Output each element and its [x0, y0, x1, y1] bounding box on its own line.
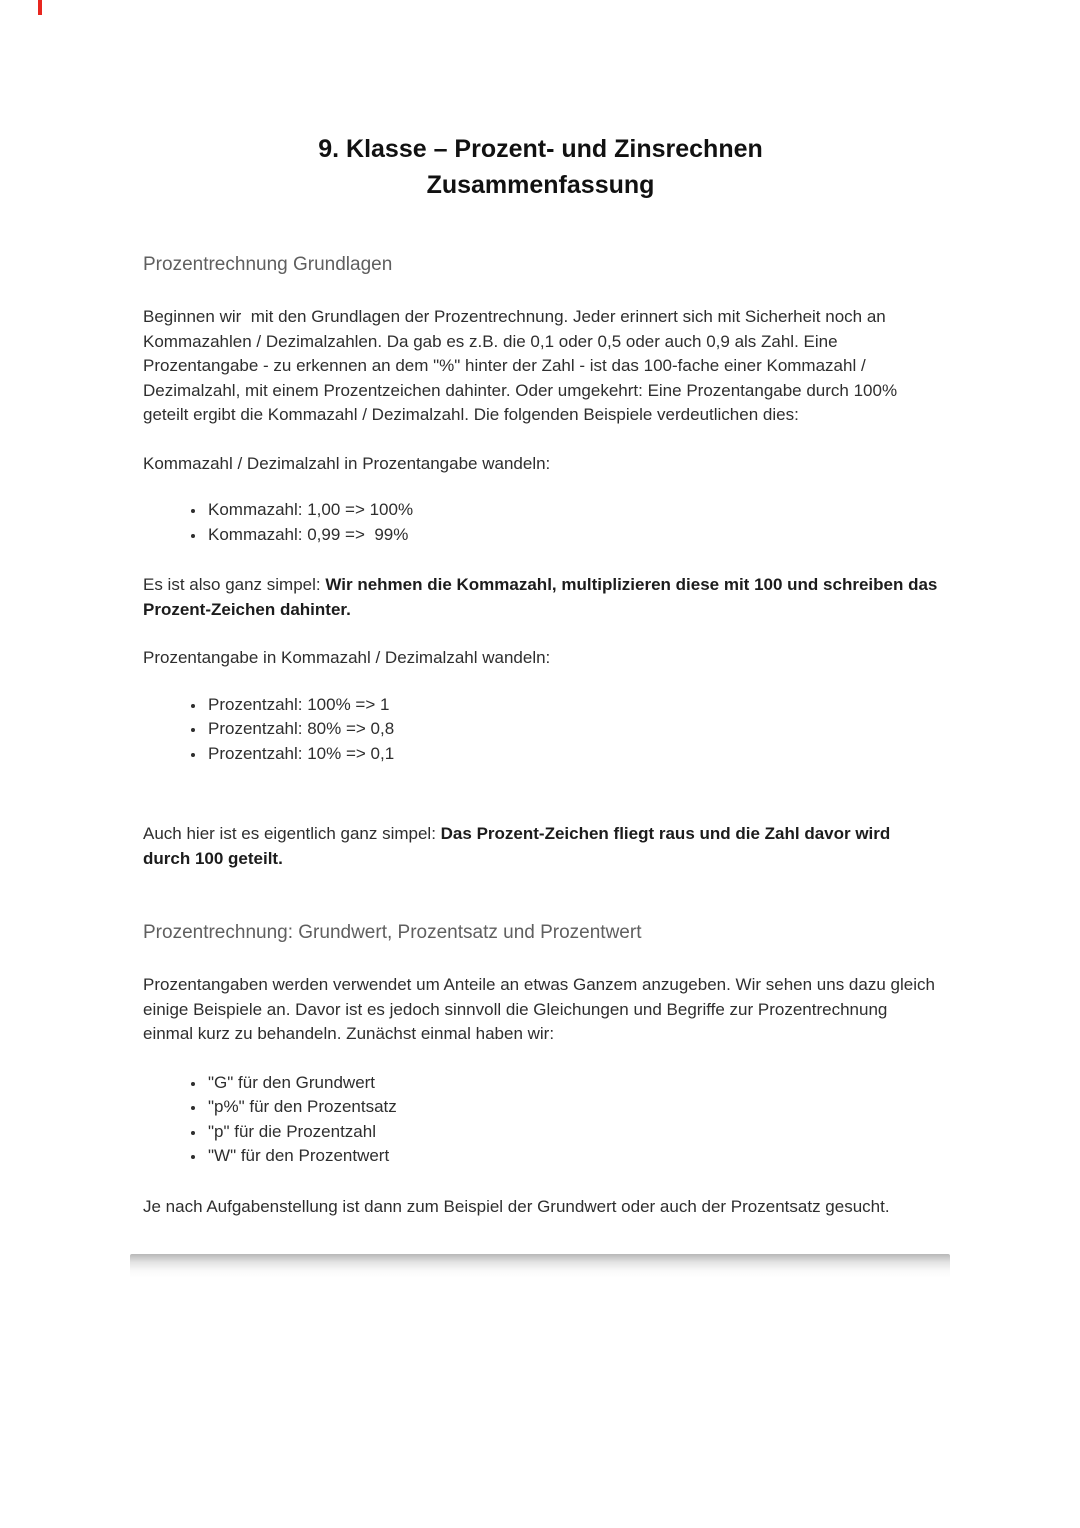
paragraph-intro-grundlagen: Beginnen wir mit den Grundlagen der Prozentrechnung. Jeder erinnert sich mit Sicherheit noch an Kommazahlen / Dezimalzahlen. Da gab es z.B. die 0,1 oder 0,5 oder auch 0,9 als Zahl. Eine Prozentangabe - zu erkennen an dem "%" hinter der Zahl - ist das 100-fache einer Kommazahl / Dezimalzahl, mit einem Prozentzeichen dahinter. Oder umgekehrt: Eine Prozentangabe durch 100% geteilt ergibt die Kommazahl / Dezimalzahl. Die folgenden Beispiele verdeutlichen dies: — [143, 307, 902, 424]
list-variables — [143, 1071, 938, 1169]
rule2-bold-text: Das Prozent-Zeichen fliegt raus und die Zahl davor wird durch 100 geteilt. — [143, 824, 896, 868]
paragraph-outro: Je nach Aufgabenstellung ist dann zum Beispiel der Grundwert oder auch der Prozentsatz gesucht. — [143, 1196, 890, 1216]
spacer — [143, 792, 938, 822]
document-content — [143, 0, 943, 1243]
list-convert-to-decimal — [143, 693, 938, 767]
list-item: • Prozentzahl: 80% => 0,8 — [206, 717, 938, 742]
paragraph-convert-to-percent-label: Kommazahl / Dezimalzahl in Prozentangabe wandeln: — [143, 453, 551, 473]
paragraph-intro-grundwert: Prozentangaben werden verwendet um Anteile an etwas Ganzem anzugeben. Wir sehen uns dazu gleich einige Beispiele an. Davor ist es jedoch sinnvoll die Gleichungen und Begriffe zur Prozentrechnung einmal kurz zu behandeln. Zunächst einmal haben wir: — [143, 975, 940, 1043]
list-item: • "p%" für den Prozentsatz — [206, 1095, 938, 1120]
section-heading-grundwert: Prozentrechnung: Grundwert, Prozentsatz und Prozentwert — [143, 922, 642, 943]
paragraph-rule1 — [143, 573, 943, 622]
document-title — [143, 131, 938, 203]
document-title-line2: Zusammenfassung — [426, 171, 655, 199]
list-item: • "W" für den Prozentwert — [206, 1144, 938, 1169]
red-artifact-mark — [38, 0, 42, 15]
document-title-line1: 9. Klasse – Prozent- und Zinsrechnen — [318, 135, 763, 163]
paragraph-rule2 — [143, 822, 938, 871]
list-item: • "G" für den Grundwert — [206, 1071, 938, 1096]
rule1-normal-text: Es ist also ganz simpel: — [143, 575, 326, 594]
list-item: • "p" für die Prozentzahl — [206, 1120, 938, 1145]
list-item: • Kommazahl: 0,99 => 99% — [206, 523, 938, 548]
bottom-gradient-shadow — [130, 1254, 950, 1278]
paragraph-convert-to-decimal-label: Prozentangabe in Kommazahl / Dezimalzahl wandeln: — [143, 648, 551, 667]
section-heading-grundlagen: Prozentrechnung Grundlagen — [143, 254, 393, 275]
rule2-normal-text: Auch hier ist es eigentlich ganz simpel: — [143, 824, 441, 843]
list-item: • Kommazahl: 1,00 => 100% — [206, 498, 938, 523]
list-convert-to-percent — [143, 498, 938, 547]
list-item: • Prozentzahl: 10% => 0,1 — [206, 742, 938, 767]
list-item: • Prozentzahl: 100% => 1 — [206, 693, 938, 718]
rule1-bold-text: Wir nehmen die Kommazahl, multiplizieren diese mit 100 und schreiben das Prozent-Zeichen dahinter. — [143, 575, 943, 619]
